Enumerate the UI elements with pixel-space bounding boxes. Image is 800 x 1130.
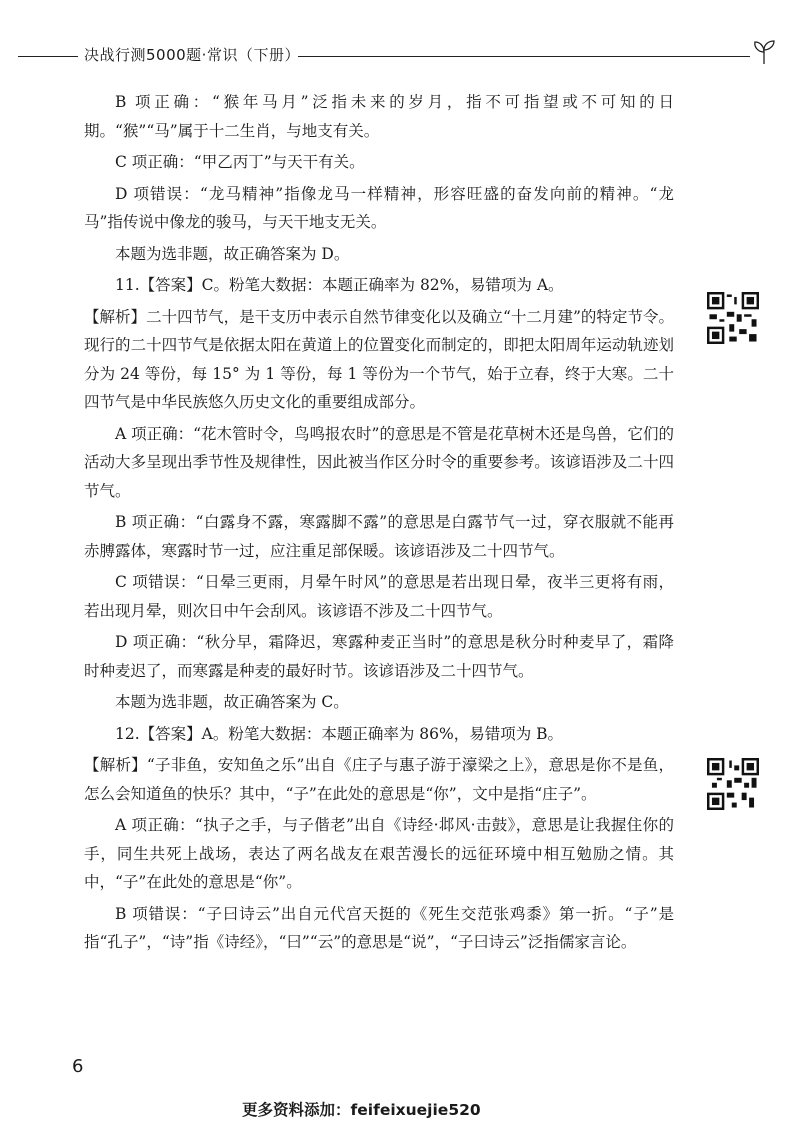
paragraph-11-d: D 项正确：“秋分早，霜降迟，寒露种麦正当时”的意思是秋分时种麦早了，霜降时种麦迟了，而寒露是种麦的最好时节。该谚语涉及二十四节气。 <box>84 633 674 680</box>
paragraph-conclusion-11: 本题为选非题，故正确答案为 C。 <box>115 693 349 711</box>
paragraph-d-longma: D 项错误：“龙马精神”指像龙马一样精神，形容旺盛的奋发向前的精神。“龙马”指传说中像龙的骏马，与天干地支无关。 <box>84 184 674 231</box>
page-number: 6 <box>72 1056 84 1077</box>
paragraph-12-a: A 项正确：“执子之手，与子偕老”出自《诗经·邶风·击鼓》，意思是让我握住你的手，同生共死上战场，表达了两名战友在艰苦漫长的远征环境中相互勉励之情。其中，“子”在此处的意思是“你”。 <box>84 816 674 891</box>
paragraph-12-b: B 项错误：“子曰诗云”出自元代宫天挺的《死生交范张鸡黍》第一折。“子”是指“孔子”，“诗”指《诗经》，“曰”“云”的意思是“说”，“子曰诗云”泛指儒家言论。 <box>84 904 674 951</box>
paragraph-c-jiayi: C 项正确：“甲乙丙丁”与天干有关。 <box>115 153 365 171</box>
paragraph-analysis-12: 【解析】“子非鱼，安知鱼之乐”出自《庄子与惠子游于濠梁之上》，意思是你不是鱼，怎么会知道鱼的快乐？其中，“子”在此处的意思是“你”，文中是指“庄子”。 <box>84 756 674 803</box>
sprout-leaf-icon <box>750 38 778 66</box>
header-rule-right <box>298 56 750 57</box>
paragraph-11-c: C 项错误：“日晕三更雨，月晕午时风”的意思是若出现日晕，夜半三更将有雨，若出现月晕，则次日中午会刮风。该谚语不涉及二十四节气。 <box>84 573 674 620</box>
paragraph-analysis-11: 【解析】二十四节气，是干支历中表示自然节律变化以及确立“十二月建”的特定节令。现行的二十四节气是依据太阳在黄道上的位置变化而制定的，即把太阳周年运动轨迹划分为 24 等份，每 15° 为 1 等份，每 1 等份为一个节气，始于立春，终于大寒。二十四节气是中华民族悠久历史文化的重要组成部分。 <box>84 307 674 411</box>
paragraph-answer-11: 11.【答案】C。粉笔大数据：本题正确率为 82%，易错项为 A。 <box>115 276 564 294</box>
header-rule-left <box>18 56 78 57</box>
paragraph-answer-12: 12.【答案】A。粉笔大数据：本题正确率为 86%，易错项为 B。 <box>115 724 564 743</box>
paragraph-11-b: B 项正确：“白露身不露，寒露脚不露”的意思是白露节气一过，穿衣服就不能再赤膊露体，寒露时节一过，应注重足部保暖。该谚语涉及二十四节气。 <box>84 513 674 560</box>
header-title: 决战行测5000题·常识（下册） <box>84 46 300 64</box>
running-header <box>18 38 778 68</box>
paragraph-conclusion-10: 本题为选非题，故正确答案为 D。 <box>115 244 350 263</box>
paragraph-11-a: A 项正确：“花木管时令，鸟鸣报农时”的意思是不管是花草树木还是鸟兽，它们的活动大多呈现出季节性及规律性，因此被当作区分时令的重要参考。该谚语涉及二十四节气。 <box>84 424 674 500</box>
paragraph-b-monkey-horse: B 项正确：“猴年马月”泛指未来的岁月，指不可指望或不可知的日期。“猴”“马”属于十二生肖，与地支有关。 <box>84 93 674 140</box>
page-body <box>84 88 674 960</box>
qr-code-icon[interactable] <box>707 758 759 810</box>
footer-note: 更多资料添加：feifeixuejie520 <box>242 1101 481 1119</box>
qr-code-icon[interactable] <box>707 292 759 344</box>
